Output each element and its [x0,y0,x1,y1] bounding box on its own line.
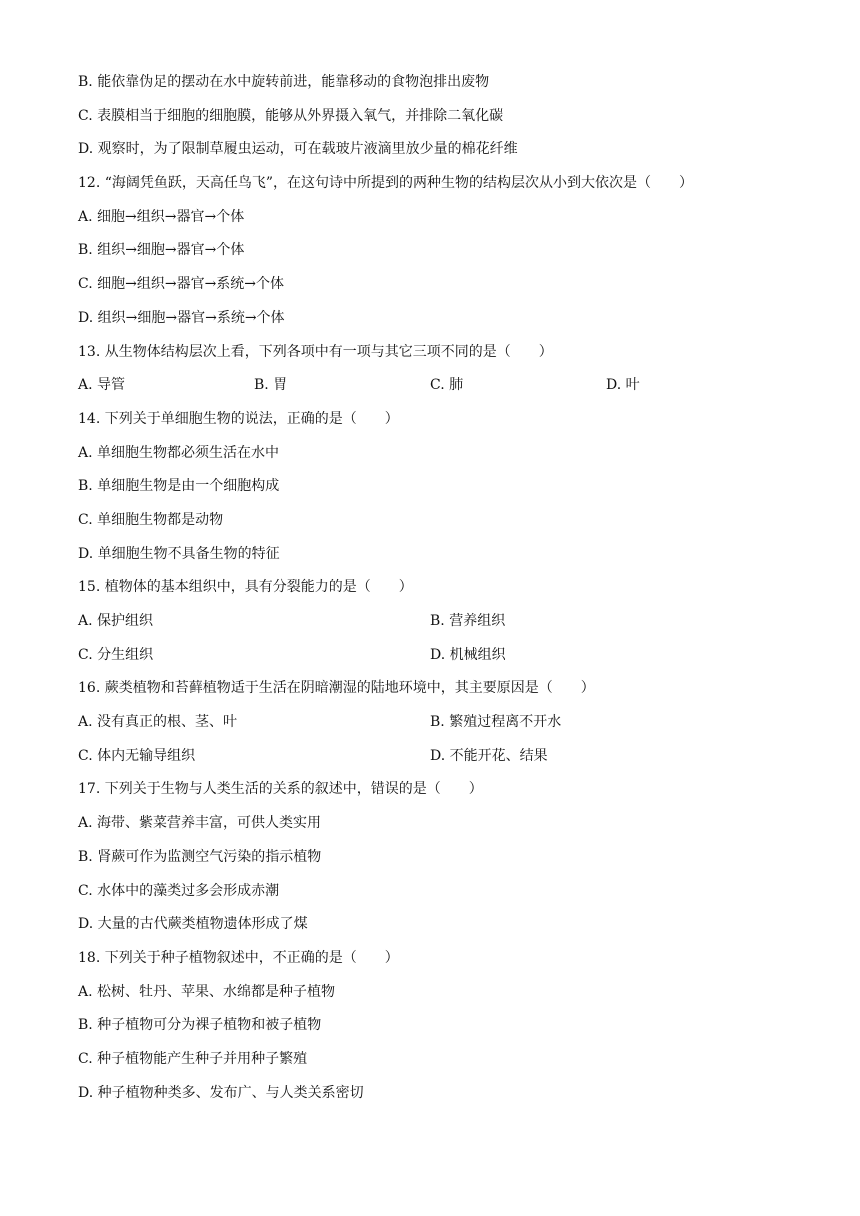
q17-option-a: A. 海带、紫菜营养丰富，可供人类实用 [78,815,322,832]
q13-option-b: B. 胃 [254,377,288,394]
q14-stem: 14. 下列关于单细胞生物的说法，正确的是（ ） [78,410,399,427]
q18-stem: 18. 下列关于种子植物叙述中，不正确的是（ ） [78,949,399,966]
exam-page [78,66,798,1110]
q18-option-d: D. 种子植物种类多、发布广、与人类关系密切 [78,1084,364,1101]
q17-option-d: D. 大量的古代蕨类植物遗体形成了煤 [78,916,308,933]
q15-options-row-2 [78,639,798,673]
q13-options-row [78,369,798,403]
q17-option-b: B. 肾蕨可作为监测空气污染的指示植物 [78,848,322,865]
q16-option-d: D. 不能开花、结果 [430,747,548,764]
q16-options-row-1 [78,706,798,740]
q11-option-d: D. 观察时，为了限制草履虫运动，可在载玻片液滴里放少量的棉花纤维 [78,141,518,158]
q18-option-a: A. 松树、牡丹、苹果、水绵都是种子植物 [78,983,336,1000]
q16-stem: 16. 蕨类植物和苔藓植物适于生活在阴暗潮湿的陆地环境中，其主要原因是（ ） [78,680,595,697]
q17-option-c: C. 水体中的藻类过多会形成赤潮 [78,882,280,899]
q16-option-a: A. 没有真正的根、茎、叶 [78,714,238,731]
q11-option-b: B. 能依靠伪足的摆动在水中旋转前进，能靠移动的食物泡排出废物 [78,74,490,90]
q16-option-b: B. 繁殖过程离不开水 [430,714,562,731]
q12-option-a: A. 细胞→组织→器官→个体 [78,208,245,225]
q13-option-c: C. 肺 [430,377,464,394]
q12-option-c: C. 细胞→组织→器官→系统→个体 [78,276,285,293]
q15-options-row-1 [78,605,798,639]
q17-stem: 17. 下列关于生物与人类生活的关系的叙述中，错误的是（ ） [78,781,483,798]
q13-option-d: D. 叶 [606,377,640,394]
q12-option-b: B. 组织→细胞→器官→个体 [78,242,245,259]
q14-option-b: B. 单细胞生物是由一个细胞构成 [78,478,280,495]
q14-option-c: C. 单细胞生物都是动物 [78,511,224,528]
q15-option-c: C. 分生组织 [78,646,154,663]
q14-option-d: D. 单细胞生物不具备生物的特征 [78,545,280,562]
q15-stem: 15. 植物体的基本组织中，具有分裂能力的是（ ） [78,579,413,596]
q15-option-a: A. 保护组织 [78,613,154,629]
q16-option-c: C. 体内无输导组织 [78,747,196,764]
q11-option-c: C. 表膜相当于细胞的细胞膜，能够从外界摄入氧气，并排除二氧化碳 [78,107,504,124]
q12-stem: 12. “海阔凭鱼跃，天高任鸟飞”，在这句诗中所提到的两种生物的结构层次从小到大依次是（ ） [78,175,694,192]
q18-option-c: C. 种子植物能产生种子并用种子繁殖 [78,1050,308,1067]
q18-option-b: B. 种子植物可分为裸子植物和被子植物 [78,1017,322,1034]
q13-option-a: A. 导管 [78,377,126,394]
q12-option-d: D. 组织→细胞→器官→系统→个体 [78,309,285,326]
q14-option-a: A. 单细胞生物都必须生活在水中 [78,444,280,461]
q13-stem: 13. 从生物体结构层次上看，下列各项中有一项与其它三项不同的是（ ） [78,343,553,360]
q15-option-d: D. 机械组织 [430,646,506,663]
q16-options-row-2 [78,740,798,774]
q15-option-b: B. 营养组织 [430,613,506,629]
